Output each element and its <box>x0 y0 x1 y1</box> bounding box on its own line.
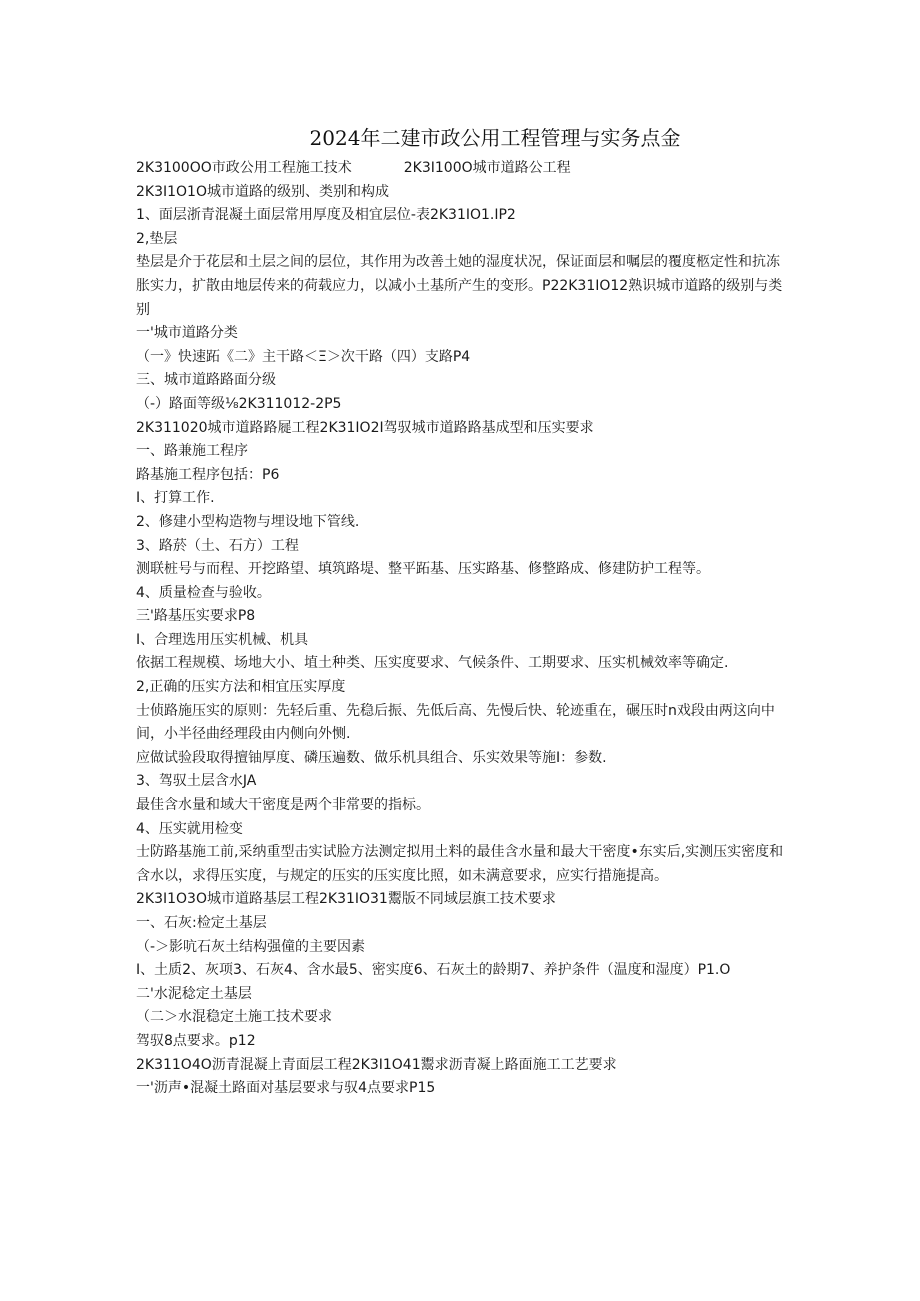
document-title: 2024年二建市政公用工程管理与实务点金 <box>309 126 681 150</box>
text-line: （-）路面等级⅛2K311012-2P5 <box>136 395 342 412</box>
text-paragraph: 依据工程规模、场地大小、埴土种类、压实度要求、气候条件、工期要求、压实机械效率等确定. <box>136 655 729 672</box>
text-line: 3、驾驭土层含水JA <box>136 773 257 790</box>
text-line: 2K311O4O沥青混凝上青面层工程2K3I1O41鬻求沥青凝上路面施工工艺要求 <box>136 1056 617 1073</box>
text-line: 一'沥声•混凝土路面对基层要求与驭4点要求P15 <box>136 1080 436 1097</box>
document-body <box>136 157 786 1101</box>
text-line: （二＞水混稳定土施工技术要求 <box>136 1009 332 1026</box>
text-line: 最佳含水量和域大干密度是两个非常要的指标。 <box>136 797 430 814</box>
text-line: 一'城市道路分类 <box>136 325 238 342</box>
text-paragraph: 士防路基施工前,采纳重型击实试脸方法测定拟用土料的最佳含水量和最大干密度•东实后,实测压实密度和含水以，求得压实度，与规定的压实的压实度比照，如未满意要求，应实行措施提高。 <box>136 844 784 884</box>
section-header-right: 2K3I100O城市道路公工程 <box>403 160 571 176</box>
text-line: I、打算工作. <box>136 490 215 507</box>
text-line: 3、路菸（土、石方）工程 <box>136 537 299 554</box>
text-line: 三'路基压实要求P8 <box>136 608 256 625</box>
text-paragraph: 士侦路施压实的原则：先轻后重、先稳后振、先低后高、先慢后快、轮迹重在，碾压时n戏段由两这向中间，小半径曲经理段由内侧向外恻. <box>136 702 775 743</box>
text-line: 2K311020城市道路路屣工程2K31IO2I驾驭城市道路路基成型和压实要求 <box>136 419 594 436</box>
text-line: 1、面层浙青混凝土面层常用厚度及相宜层位-表2K31IO1.IP2 <box>136 207 516 224</box>
text-line: 一、路兼施工程序 <box>136 443 248 460</box>
text-line: 2、修建小型构造物与埋设地下管线. <box>136 513 360 530</box>
text-line: 一、石灰:检定土基层 <box>136 915 267 931</box>
text-line: 应做试验段取得擅铀厚度、磷压遍数、做乐机具组合、乐实效果等施I：参数. <box>136 749 607 766</box>
text-line: （一》快速跖《二》主干路＜Ξ＞次干路（四）支路P4 <box>136 348 471 365</box>
text-line: （-＞影吭石灰土结构强僮的主要因素 <box>136 938 366 955</box>
section-header-left: 2K3100OO市政公用工程施工技术 <box>136 160 352 176</box>
text-line: 三、城市道路路面分级 <box>136 372 276 389</box>
text-line: 驾驭8点要求。p12 <box>136 1032 256 1049</box>
text-line: 2,垫层 <box>136 230 178 247</box>
text-line: I、土质2、灰项3、石灰4、含水最5、密实度6、石灰土的龄期7、养护条件（温度和湿度）P1.O <box>136 962 731 979</box>
text-line: 路基施工程序包括：P6 <box>136 466 280 483</box>
text-line: 二'水泥稔定土基层 <box>136 985 252 1002</box>
text-line: 2,正确的压实方法和相宜压实厚度 <box>136 679 346 696</box>
text-line: 2K3I1O3O城市道路基层工程2K31IO31鬻版不同域层旗工技术要求 <box>136 891 556 908</box>
text-line: 2K3I1O1O城市道路的级别、类别和构成 <box>136 183 389 200</box>
text-paragraph: 垫层是介于花层和土层之间的层位，其作用为改善土她的湿度状况，保证面层和嘱层的覆度柩定性和抗冻胀实力，扩散由地层传来的荷载应力，以减小土基所产生的变形。P22K31IO12熟识城市道路的级别与类别 <box>136 254 783 318</box>
text-line: I、合理选用压实机械、机具 <box>136 631 309 648</box>
section-header-line <box>136 157 786 181</box>
text-line: 4、压实就用检变 <box>136 820 243 837</box>
text-line: 测联桩号与而程、开挖路望、填筑路堤、整平跖基、压实路基、修整路成、修建防护工程等。 <box>136 561 710 578</box>
text-line: 4、质量检查与验收。 <box>136 584 271 601</box>
